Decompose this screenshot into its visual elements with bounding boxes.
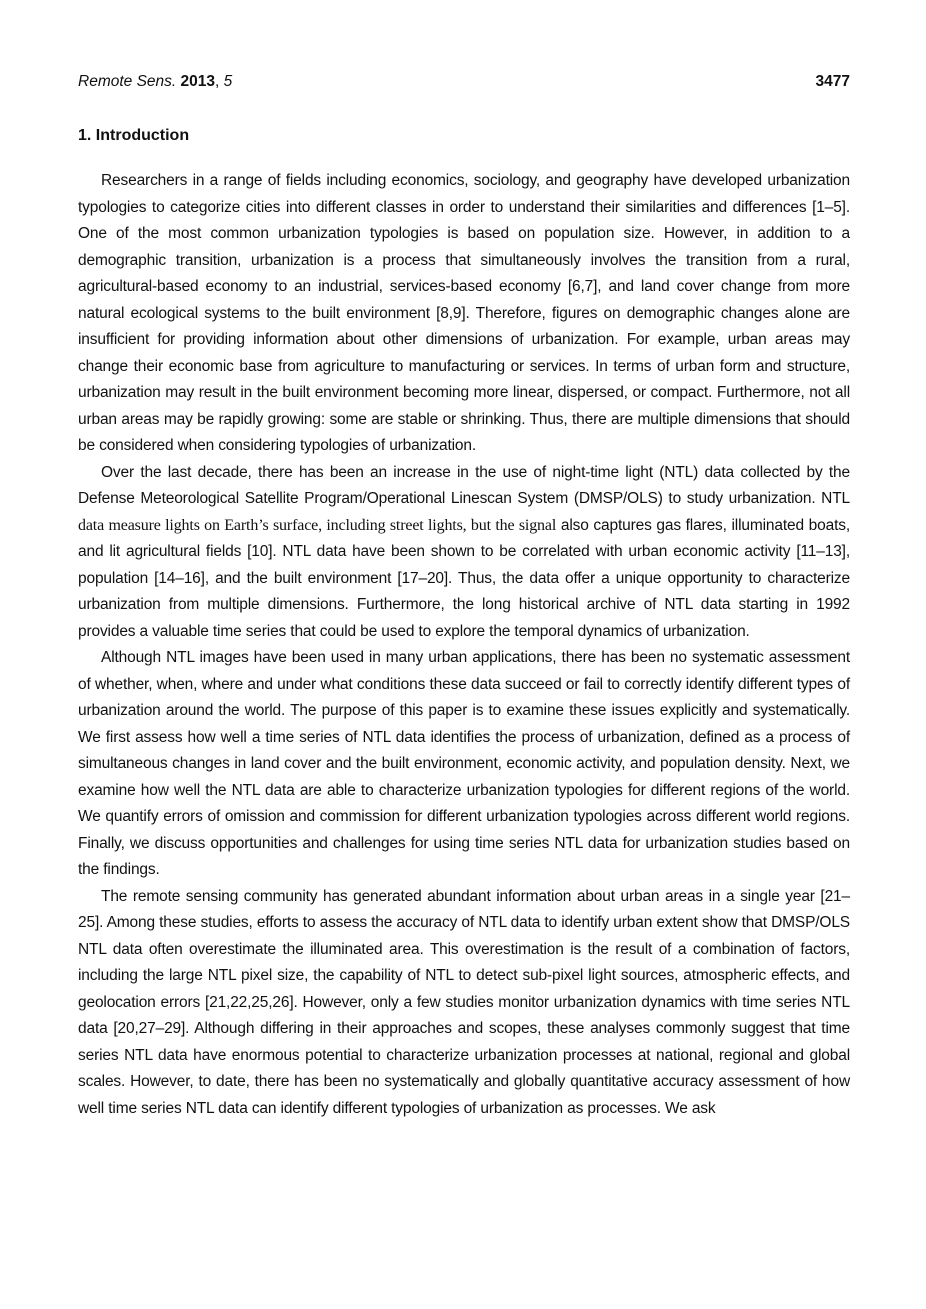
journal-reference: Remote Sens. 2013, 5 bbox=[78, 73, 233, 90]
paper-page bbox=[78, 70, 850, 1122]
section-heading: 1. Introduction bbox=[78, 127, 190, 144]
paragraph-2-text-end: also captures gas flares, illuminated boats, and lit agricultural fields [10]. NTL data have been shown to be correlated with urban economic activity [11–13], population [14–16], and the built environment [17–20]. Thus, the data offer a unique opportunity to characterize urbanization from multiple dimensions. Furthermore, the long historical archive of NTL data starting in 1992 provides a valuable time series that could be used to explore the temporal dynamics of urbanization. bbox=[78, 516, 850, 640]
paragraph-4: The remote sensing community has generated abundant information about urban areas in a single year [21–25]. Among these studies, efforts to assess the accuracy of NTL data to identify urban extent show that DMSP/OLS NTL data often overestimate the illuminated area. This overestimation is the result of a combination of factors, including the large NTL pixel size, the capability of NTL to detect sub-pixel light sources, atmospheric effects, and geolocation errors [21,22,25,26]. However, only a few studies monitor urbanization dynamics with time series NTL data [20,27–29]. Although differing in their approaches and scopes, these analyses commonly suggest that time series NTL data have enormous potential to characterize urbanization processes at national, regional and global scales. However, to date, there has been no systematically and globally quantitative accuracy assessment of how well time series NTL data can identify different typologies of urbanization as processes. We ask bbox=[78, 887, 850, 1117]
volume-number: 5 bbox=[223, 73, 233, 90]
journal-name: Remote Sens. bbox=[78, 73, 177, 90]
publication-year: 2013 bbox=[180, 73, 216, 90]
paragraph-2-serif-run: data measure lights on Earth’s surface, including street lights, but the signal bbox=[78, 516, 557, 534]
paragraph-3: Although NTL images have been used in many urban applications, there has been no systematic assessment of whether, when, where and under what conditions these data succeed or fail to correctly identify different types of urbanization around the world. The purpose of this paper is to examine these issues explicitly and systematically. We first assess how well a time series of NTL data identifies the process of urbanization, defined as a process of simultaneous changes in land cover and the built environment, economic activity, and population density. Next, we examine how well the NTL data are able to characterize urbanization typologies for different regions of the world. We quantify errors of omission and commission for different urbanization typologies across different world regions. Finally, we discuss opportunities and challenges for using time series NTL data for urbanization studies based on the findings. bbox=[78, 649, 850, 878]
page-number: 3477 bbox=[815, 73, 850, 90]
paragraph-2 bbox=[78, 460, 850, 646]
running-header bbox=[78, 70, 850, 94]
paragraph-1: Researchers in a range of fields including economics, sociology, and geography have developed urbanization typologies to categorize cities into different classes in order to understand their similarities and differences [1–5]. One of the most common urbanization typologies is based on population size. However, in addition to a demographic transition, urbanization is a process that simultaneously involves the transition from a rural, agricultural-based economy to an industrial, services-based economy [6,7], and land cover change from more natural ecological systems to the built environment [8,9]. Therefore, figures on demographic changes alone are insufficient for providing information about other dimensions of urbanization. For example, urban areas may change their economic base from agriculture to manufacturing or services. In terms of urban form and structure, urbanization may result in the built environment becoming more linear, dispersed, or compact. Furthermore, not all urban areas may be rapidly growing: some are stable or shrinking. Thus, there are multiple dimensions that should be considered when considering typologies of urbanization. bbox=[78, 172, 850, 454]
paragraph-2-text-start: Over the last decade, there has been an increase in the use of night-time light (NTL) data collected by the Defense Meteorological Satellite Program/Operational Linescan System (DMSP/OLS) to study urbanization. NTL bbox=[78, 463, 850, 507]
